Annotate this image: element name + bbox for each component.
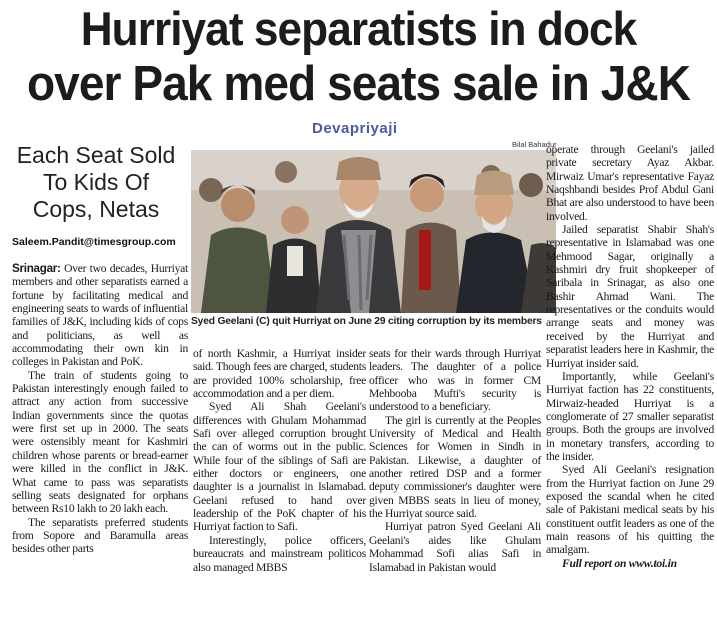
article-paragraph: of north Kashmir, a Hurriyat insider said. Though fees are charged, students are provided 100% scholarship, free accommodation and a per diem. (193, 347, 366, 401)
article-paragraph: operate through Geelani's jailed private secretary Ayaz Akbar. Mirwaiz Umar's representative Fayaz Naqshbandi besides Prof Abdul Gani Bhat are also understood to have been involved. (546, 143, 714, 223)
watermark: Devapriyaji (312, 120, 398, 137)
article-paragraph: The girl is currently at the Peoples University of Medical and Health Sciences for Women in Sindh in Pakistan. Likewise, a daughter of another retired DSP and a former deputy commissioner's daughter were given MBBS seats in lieu of money, the Hurriyat source said. (369, 413, 541, 521)
article-paragraph: Syed Ali Shah Geelani's differences with Ghulam Mohammad Safi over alleged corruption brought the can of worms out in the public. While four of the siblings of Safi are either doctors or engineers, one daughter is a journalist in Islamabad. Geelani refused to hand over leadership of the PoK chapter of his Hurriyat faction to Safi. (193, 400, 366, 534)
article-paragraph: The train of students going to Pakistan interestingly enough failed to attract any action from successive Indian governments since the quotas were first set up in 2000. The seats were ostensibly meant for Kashmiri children whose parents or bread-earner were killed in the conflict in J&K. What came to pass was separatists selling seats designated for orphans between Rs10 lakh to 20 lakh each. (12, 368, 188, 516)
article-column-2 (193, 347, 366, 574)
kicker (6, 142, 186, 223)
headline-line-1: Hurriyat separatists in dock (80, 2, 637, 55)
article-column-3 (369, 347, 541, 574)
article-column-1 (12, 262, 188, 556)
news-photo-illustration (191, 150, 556, 313)
article-paragraph: The separatists preferred students from Sopore and Baramulla areas besides other parts (12, 515, 188, 556)
photo-caption: Syed Geelani (C) quit Hurriyat on June 29 citing corruption by its members (191, 316, 542, 327)
article-paragraph: Syed Ali Geelani's resignation from the Hurriyat faction on June 29 exposed the scandal when he cited sale of Pakistani medical seats by his constituent outfit leaders as one of the main reasons of his quitting the amalgam. (546, 463, 714, 557)
article-paragraph: Jailed separatist Shabir Shah's representative in Islamabad was one Mehmood Sagar, originally a Kashmiri dry fruit shopkeeper of Saribala in Srinagar, as also one Bashir Ahmad Wani. The representatives or the conduits would arrange seats and money was received by the Hurriyat and separatist leaders here in Kashmir, the Hurriyat insider said. (546, 223, 714, 370)
headline-line-2: over Pak med seats sale in J&K (26, 57, 691, 111)
kicker-line: Each Seat Sold (16, 142, 176, 168)
dateline: Srinagar: (12, 262, 61, 275)
kicker-line: To Kids Of (42, 169, 150, 195)
photo-credit: Bilal Bahadur (512, 140, 557, 149)
article-paragraph: seats for their wards through Hurriyat leaders. The daughter of a police officer who was in former CM Mehbooba Mufti's security is understood to a beneficiary. (369, 347, 541, 414)
article-paragraph (12, 262, 188, 369)
article-paragraph: Hurriyat patron Syed Geelani Ali Geelani's aides like Ghulam Mohammad Sofi alias Safi in Islamabad in Pakistan would (369, 520, 541, 574)
article-paragraph: Importantly, while Geelani's Hurriyat faction has 22 constituents, Mirwaiz-headed Hurriyat is a conglomerate of 27 smaller separatist groups. Both the groups are involved in monetary transfers, according to the insider. (546, 369, 714, 463)
full-report-link[interactable]: Full report on www.toi.in (562, 556, 677, 570)
byline: Saleem.Pandit@timesgroup.com (12, 236, 176, 248)
article-column-4 (546, 143, 714, 570)
article-paragraph: Interestingly, police officers, bureaucrats and mainstream politicos also managed MBBS (193, 533, 366, 574)
kicker-line: Cops, Netas (32, 196, 160, 222)
news-photo (191, 150, 556, 313)
paragraph-text: Over two decades, Hurriyat members and other separatists earned a fortune by facilitating medical and engineering seats to wards of influential families of J&K, including kids of cops and politicians, as well as accommodating their own kin in colleges in Pakistan and PoK. (12, 262, 188, 369)
